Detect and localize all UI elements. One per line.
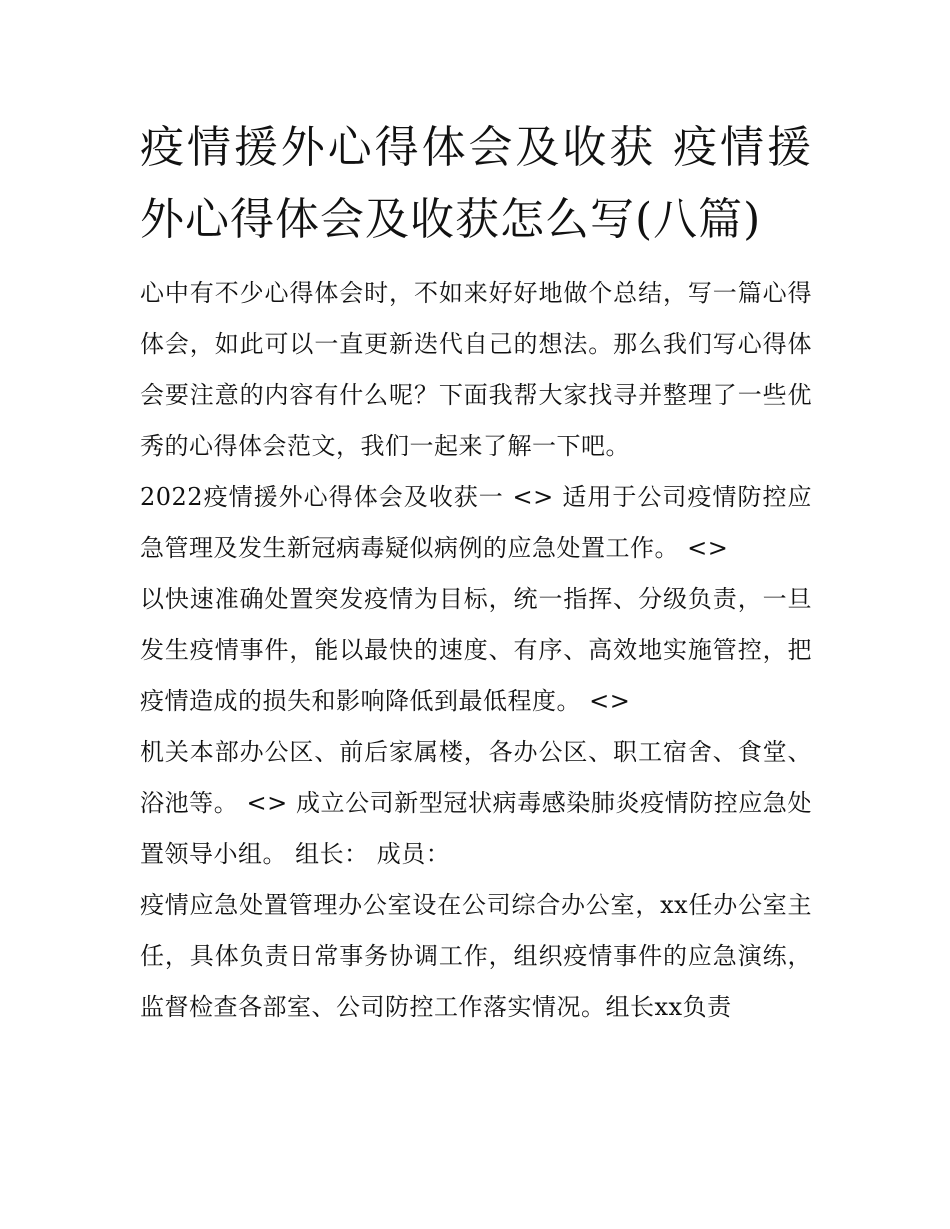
paragraph-intro: 心中有不少心得体会时，不如来好好地做个总结，写一篇心得体会，如此可以一直更新迭代自己的想法。那么我们写心得体会要注意的内容有什么呢？下面我帮大家找寻并整理了一些优秀的心得体会范文，我们一起来了解一下吧。 [140, 279, 812, 460]
document-page [140, 112, 812, 1033]
paragraph-office: 疫情应急处置管理办公室设在公司综合办公室，xx任办公室主任，具体负责日常事务协调工作，组织疫情事件的应急演练，监督检查各部室、公司防控工作落实情况。组长xx负责 [140, 891, 812, 1021]
paragraph-scope: 2022疫情援外心得体会及收获一 <> 适用于公司疫情防控应急管理及发生新冠病毒疑似病例的应急处置工作。 <> [140, 483, 812, 562]
paragraph-area: 机关本部办公区、前后家属楼，各办公区、职工宿舍、食堂、浴池等。 <> 成立公司新型冠状病毒感染肺炎疫情防控应急处置领导小组。 组长： 成员： [140, 738, 812, 868]
paragraph-goal: 以快速准确处置突发疫情为目标，统一指挥、分级负责，一旦发生疫情事件，能以最快的速度、有序、高效地实施管控，把疫情造成的损失和影响降低到最低程度。 <> [140, 585, 812, 715]
document-title: 疫情援外心得体会及收获 疫情援外心得体会及收获怎么写(八篇) [140, 122, 812, 245]
